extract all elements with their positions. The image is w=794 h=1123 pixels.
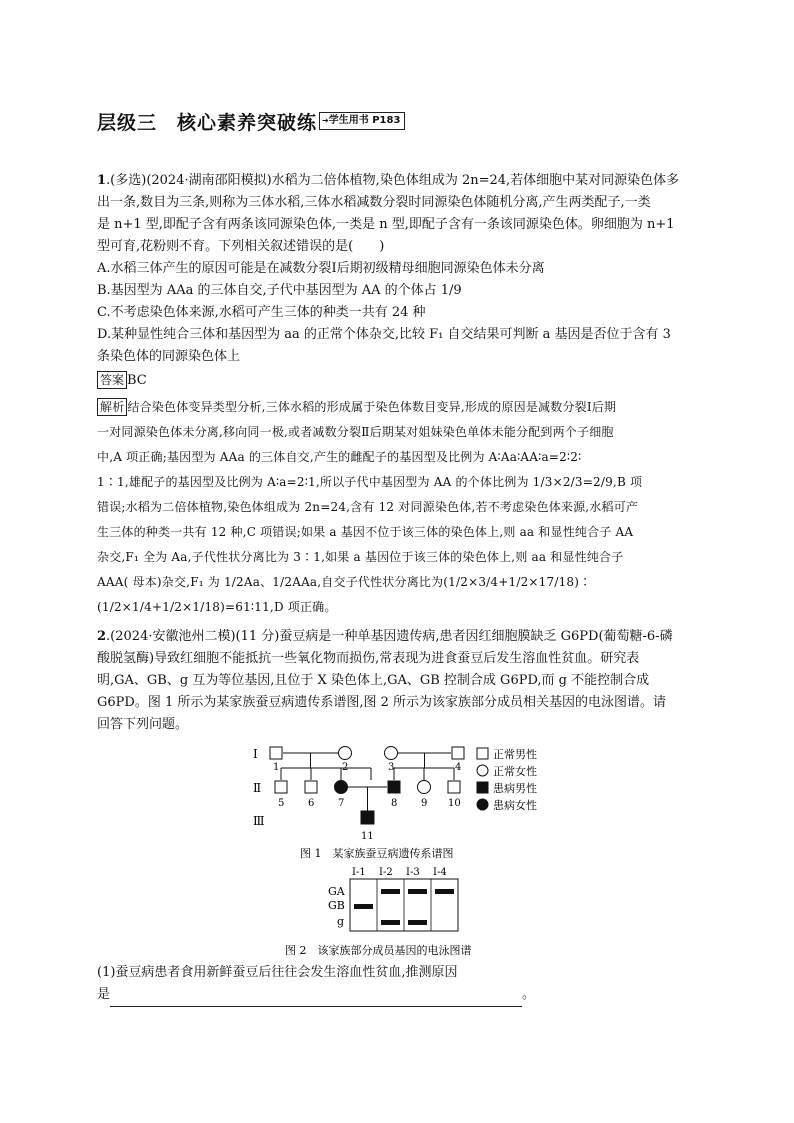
member-id: 9 [421, 798, 428, 809]
q1-stem-line: 型可育,花粉则不育。下列相关叙述错误的是( ) [97, 239, 385, 254]
q1-answer-row [97, 370, 707, 393]
member-id: 5 [278, 798, 285, 809]
answer-blank[interactable] [110, 991, 522, 1007]
pedigree-normal-female [339, 747, 352, 760]
member-id: 6 [308, 798, 315, 809]
q1-explanation-line: 中,A 项正确;基因型为 AAa 的三体自交,产生的雌配子的基因型及比例为 A∶Aa∶AA∶a=2∶2∶ [97, 450, 582, 464]
pedigree-normal-male [448, 781, 460, 793]
pedigree-normal-male [305, 781, 317, 793]
legend-normal-female-icon [477, 765, 488, 776]
generation-label: Ⅰ [253, 747, 258, 761]
q1-option-c: C.不考虑染色体来源,水稻可产生三体的种类一共有 24 种 [97, 305, 426, 320]
gel-band [381, 889, 400, 894]
lane-label: Ⅰ-3 [406, 867, 420, 878]
q1-explanation-line: 1∶1,雄配子的基因型及比例为 A∶a=2∶1,所以子代中基因型为 AA 的个体比例为 1/3×2/3=2/9,B 项 [97, 475, 643, 489]
arrow-right-icon: ➔ [322, 116, 329, 125]
q2-number: 2 [97, 629, 107, 644]
band-label: g [337, 915, 345, 928]
generation-label: Ⅲ [253, 814, 265, 828]
q2-stem-line: 2.(2024·安徽池州二模)(11 分)蚕豆病是一种单基因遗传病,患者因红细胞膜缺乏 G6PD(葡萄糖-6-磷 [97, 629, 673, 644]
q1-explanation-line: 生三体的种类一共有 12 种,C 项错误;如果 a 基因不位于该三体的染色体上,则 aa 和显性纯合子 AA [97, 525, 634, 539]
pedigree-normal-female [385, 747, 398, 760]
band-label: GB [328, 899, 345, 912]
legend-label: 患病男性 [493, 782, 537, 795]
q1-option-a: A.水稻三体产生的原因可能是在减数分裂Ⅰ后期初级精母细胞同源染色体未分离 [97, 261, 545, 276]
pedigree-normal-male [452, 747, 464, 759]
q1-stem-line: 出一条,数目为三条,则称为三体水稻,三体水稻减数分裂时同源染色体随机分离,产生两类配子,一类 [97, 195, 651, 210]
q1-stem-line: 是 n+1 型,即配子含有两条该同源染色体,一类是 n 型,即配子含有一条该同源染色体。卵细胞为 n+1 [97, 217, 675, 232]
q2-sub1-line: (1)蚕豆病患者食用新鲜蚕豆后往往会发生溶血性贫血,推测原因 [97, 965, 458, 980]
member-id: 3 [388, 762, 395, 773]
section-title: 层级三 核心素养突破练 [97, 111, 318, 134]
member-id: 8 [391, 798, 398, 809]
band-label: GA [328, 885, 345, 898]
q1-explanation-line: (1/2×1/4+1/2×1/18)=61∶11,D 项正确。 [97, 600, 337, 614]
legend-affected-male-icon [477, 782, 488, 793]
gel-band [408, 889, 427, 894]
q2-stem-line: G6PD。图 1 所示为某家族蚕豆病遗传系谱图,图 2 所示为该家族部分成员相关基因的电泳图谱。请 [97, 695, 667, 710]
gel-band [354, 904, 373, 909]
member-id: 11 [361, 831, 374, 842]
generation-label: Ⅱ [253, 781, 262, 795]
figure2-caption: 图 2 该家族部分成员基因的电泳图谱 [285, 944, 472, 957]
gel-band [381, 920, 400, 925]
pedigree-chart [240, 740, 560, 865]
member-id: 1 [273, 762, 280, 773]
student-book-reference[interactable] [319, 112, 405, 130]
q1-explanation-line: AAA( 母本)杂交,F₁ 为 1/2Aa、1/2AAa,自交子代性状分离比为(1/2×3/4+1/2×17/18)∶ [97, 575, 592, 589]
pedigree-normal-male [270, 747, 282, 759]
pedigree-affected-male [388, 781, 400, 793]
legend-label: 正常女性 [493, 765, 537, 778]
pedigree-affected-female [335, 781, 348, 794]
q1-explanation-line: 杂交,F₁ 全为 Aa,子代性状分离比为 3∶1,如果 a 基因位于该三体的染色体上,则 aa 和显性纯合子 [97, 550, 624, 564]
pedigree-normal-female [418, 781, 431, 794]
electrophoresis-chart [270, 862, 530, 964]
q1-option-d-cont: 条染色体的同源染色体上 [97, 349, 241, 364]
q2-stem-line: 回答下列问题。 [97, 717, 189, 732]
pedigree-affected-male [361, 811, 374, 824]
q2-stem-line: 明,GA、GB、g 互为等位基因,且位于 X 染色体上,GA、GB 控制合成 G6PD,而 g 不能控制合成 [97, 673, 650, 688]
legend-label: 正常男性 [493, 748, 537, 761]
student-book-page: 学生用书 P183 [328, 115, 401, 126]
gel-band [435, 889, 454, 894]
member-id: 7 [338, 798, 345, 809]
lane-label: Ⅰ-4 [433, 867, 447, 878]
member-id: 2 [342, 762, 349, 773]
q1-explanation-line: 一对同源染色体未分离,移向同一极,或者减数分裂Ⅱ后期某对姐妹染色单体未能分配到两个子细胞 [97, 425, 614, 439]
q1-option-b: B.基因型为 AAa 的三体自交,子代中基因型为 AA 的个体占 1/9 [97, 283, 462, 298]
q1-explanation-line: 解析 结合染色体变异类型分析,三体水稻的形成属于染色体数目变异,形成的原因是减数分裂Ⅰ后期 [97, 395, 707, 420]
q1-number: 1 [97, 173, 107, 188]
legend-affected-female-icon [477, 799, 488, 810]
gel-band [408, 920, 427, 925]
q1-answer: BC [127, 373, 147, 388]
section-heading [97, 108, 405, 134]
legend-normal-male-icon [477, 748, 488, 759]
q2-stem-line: 酸脱氢酶)导致红细胞不能抵抗一些氧化物而损伤,常表现为进食蚕豆后发生溶血性贫血。研究表 [97, 651, 640, 666]
q1-option-d: D.某种显性纯合三体和基因型为 aa 的正常个体杂交,比较 F₁ 自交结果可判断 a 基因是否位于含有 3 [97, 327, 671, 342]
q2-sub1-answer-row: 是 。 [97, 984, 707, 1007]
pedigree-normal-male [275, 781, 287, 793]
member-id: 10 [448, 798, 461, 809]
lane-label: Ⅰ-2 [379, 867, 393, 878]
answer-label: 答案 [97, 371, 127, 389]
explanation-label: 解析 [97, 398, 127, 416]
lane-label: Ⅰ-1 [352, 867, 366, 878]
figure1-caption: 图 1 某家族蚕豆病遗传系谱图 [300, 847, 454, 860]
legend-label: 患病女性 [493, 799, 537, 812]
q1-explanation-line: 错误;水稻为二倍体植物,染色体组成为 2n=24,含有 12 对同源染色体,若不考虑染色体来源,水稻可产 [97, 500, 639, 514]
member-id: 4 [455, 762, 462, 773]
q1-stem-line: 1.(多选)(2024·湖南邵阳模拟)水稻为二倍体植物,染色体组成为 2n=24,若体细胞中某对同源染色体多 [97, 173, 680, 188]
